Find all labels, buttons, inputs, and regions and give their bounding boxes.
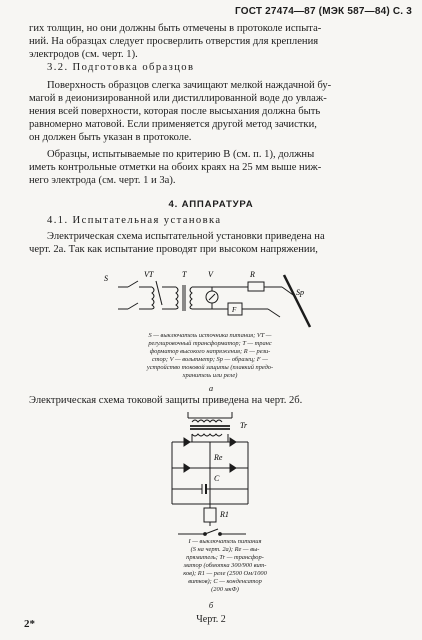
label-r1: R1 bbox=[220, 510, 229, 519]
label-v: V bbox=[208, 270, 213, 279]
text-line: равномерно матовой. Если применяется другой метод зачистки, bbox=[29, 119, 317, 131]
label-c: C bbox=[214, 474, 220, 483]
text-line: Образцы, испытываемые по критерию В (см. п. 1), должны bbox=[47, 149, 315, 160]
paragraph-current-protection bbox=[29, 394, 399, 407]
caption-line: I — выключатель питания bbox=[188, 538, 262, 545]
text-line: черт. 2а. Так как испытание проводят при высоком напряжении, bbox=[29, 244, 318, 256]
caption-line: стор; V — вольтметр; Sp — образец; F — bbox=[152, 356, 268, 363]
caption-line: S — выключатель источника питания; VT — bbox=[148, 332, 272, 339]
label-tr: Tr bbox=[240, 421, 248, 430]
figure-a-schematic bbox=[100, 265, 320, 330]
label-sp: Sp bbox=[296, 288, 304, 297]
label-re: Re bbox=[214, 453, 223, 462]
figure-b-schematic bbox=[150, 412, 270, 527]
figure-b-caption bbox=[160, 538, 290, 594]
caption-line: матор (обмотка 300/900 вит- bbox=[183, 562, 267, 569]
caption-line: регулировочный трансформатор; T — транс bbox=[148, 340, 272, 347]
text-line: Электрическая схема испытательной установки приведена на bbox=[47, 231, 325, 242]
paragraph-test-setup bbox=[29, 230, 399, 256]
figure-b-letter: б bbox=[208, 600, 214, 610]
figure-a-caption bbox=[110, 332, 310, 380]
label-r: R bbox=[250, 270, 255, 279]
text-line: иметь контрольные отметки на обоих краях на 25 мм выше ниж- bbox=[29, 162, 322, 174]
caption-line: витков); C — конденсатор bbox=[188, 578, 262, 585]
paragraph-sample-preparation bbox=[29, 79, 399, 144]
page-signature-mark: 2* bbox=[24, 618, 35, 630]
section-heading-4: 4. АППАРАТУРА bbox=[168, 199, 254, 210]
caption-line: форматор высокого напряжения; R — рези- bbox=[149, 348, 271, 355]
paragraph-criterion-b bbox=[29, 148, 399, 187]
continuation-paragraph bbox=[29, 22, 399, 61]
text-line: нения всей поверхности, которая после высыхания должна быть bbox=[29, 106, 321, 118]
figure-a-letter: а bbox=[208, 383, 214, 393]
label-t: T bbox=[182, 270, 187, 279]
caption-line: прямитель; Tr — трансфор- bbox=[186, 554, 264, 561]
page-header: ГОСТ 27474—87 (МЭК 587—84) С. 3 bbox=[235, 6, 412, 17]
caption-line: (200 мкФ) bbox=[211, 586, 239, 593]
caption-line: ков); R1 — реле (2500 Ом/1000 bbox=[183, 570, 267, 577]
caption-line: устройство токовой защиты (плавкий предо- bbox=[146, 364, 274, 371]
text-line: магой в деионизированной или дистиллированной воде до увлаж- bbox=[29, 93, 327, 105]
figure-title: Черт. 2 bbox=[196, 614, 226, 625]
subsection-heading-4-1: 4.1. Испытательная установка bbox=[47, 215, 222, 226]
label-vt: VT bbox=[144, 270, 154, 279]
label-f: F bbox=[232, 306, 237, 314]
text-line: него электрода (см. черт. 1 и 3а). bbox=[29, 175, 176, 187]
caption-line: хранитель или реле) bbox=[182, 372, 238, 379]
caption-line: (S на черт. 2а); Re — вы- bbox=[190, 546, 260, 553]
text-line: электродов (см. черт. 1). bbox=[29, 49, 138, 61]
subsection-heading-3-2: 3.2. Подготовка образцов bbox=[47, 62, 195, 73]
text-line: Поверхность образцов слегка зачищают мелкой наждачной бу- bbox=[47, 80, 332, 91]
text-line: Электрическая схема токовой защиты приведена на черт. 2б. bbox=[29, 395, 303, 406]
text-line: ний. На образцах следует просверлить отверстия для крепления bbox=[29, 36, 319, 48]
label-s: S bbox=[104, 274, 108, 283]
text-line: гих толщин, но они должны быть отмечены в протоколе испыта- bbox=[29, 23, 322, 34]
text-line: он должен быть указан в протоколе. bbox=[29, 132, 192, 144]
